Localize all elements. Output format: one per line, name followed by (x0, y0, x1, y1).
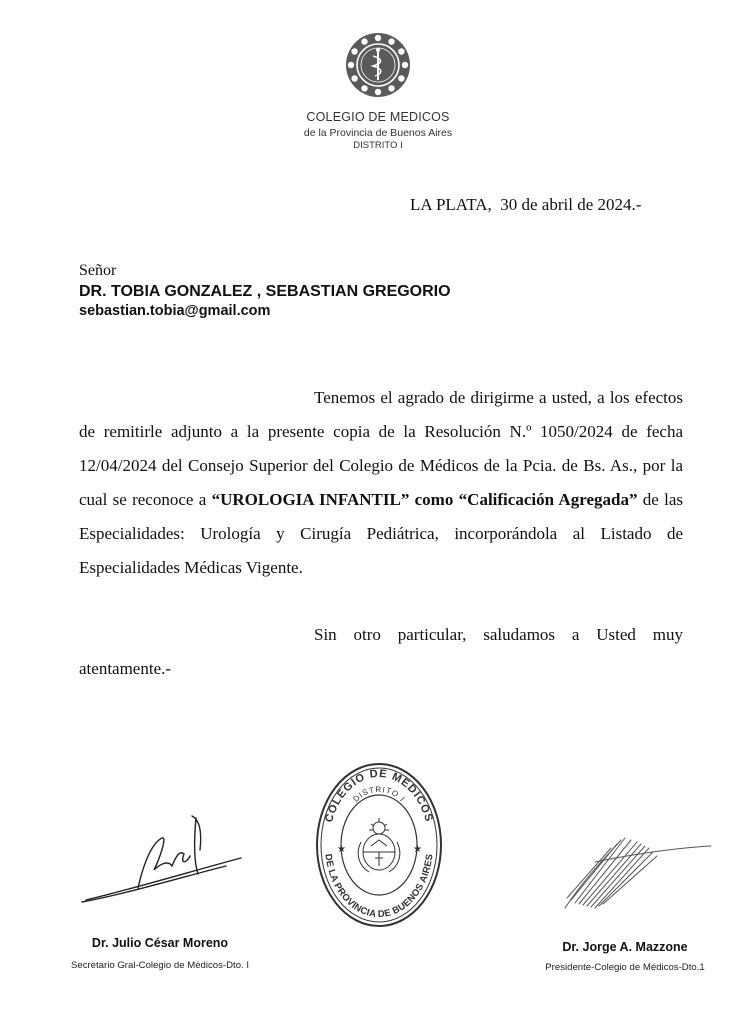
place-date: LA PLATA, 30 de abril de 2024.- (410, 195, 642, 214)
left-signature (76, 810, 246, 910)
seal-district-text: DISTRITO I (351, 784, 407, 804)
seal-province-text: DE LA PROVINCIA DE BUENOS AIRES (322, 853, 436, 921)
caduceus-emblem-icon (345, 32, 411, 98)
body-paragraph (79, 381, 683, 585)
body-text-2: como (409, 490, 459, 509)
institution-name: COLEGIO DE MEDICOS (306, 110, 450, 124)
right-signer-name: Dr. Jorge A. Mazzone (562, 940, 688, 954)
salutation: Señor (79, 262, 117, 279)
recipient-email: sebastian.tobia@gmail.com (79, 303, 271, 319)
closing-text: Sin otro particular, saludamos a Usted muy atentamente.- (79, 625, 683, 678)
svg-text:COLEGIO DE MEDICOS (323, 768, 435, 824)
institution-district: DISTRITO I (353, 140, 403, 151)
recipient-name: DR. TOBIA GONZALEZ , SEBASTIAN GREGORIO (79, 283, 451, 300)
svg-text:★: ★ (413, 844, 422, 855)
argentine-coat-of-arms-icon (358, 818, 400, 872)
body-bold-calificacion-agregada: “Calificación Agregada” (458, 490, 638, 509)
body-text-1: Tenemos el agrado de dirigirme a usted, a los efectos de remitirle adjunto a la presente copia de la Resolución N.º 1050/2024 de fecha 12/04/2024 del Consejo Superior del Colegio de Médicos de la Pcia. de Bs. As., por la cual se reconoce a (79, 388, 683, 509)
institution-province: de la Provincia de Buenos Aires (303, 127, 453, 139)
closing-paragraph (79, 618, 683, 686)
left-signer-name: Dr. Julio César Moreno (91, 936, 229, 950)
body-bold-urologia-infantil: “UROLOGIA INFANTIL” (211, 490, 410, 509)
body-text-3: de las Especialidades: Urología y Cirugía Pediátrica, incorporándola al Listado de Especialidades Médicas Vigente. (79, 490, 683, 577)
right-signature (555, 818, 715, 918)
colegio-seal (315, 762, 443, 928)
svg-text:★: ★ (337, 844, 346, 855)
right-signer-role: Presidente-Colegio de Médicos-Dto.1 (545, 962, 705, 973)
left-signer-role: Secretario Gral-Colegio de Médicos-Dto. I (70, 960, 250, 971)
seal-outer-text: COLEGIO DE MEDICOS (322, 767, 435, 824)
